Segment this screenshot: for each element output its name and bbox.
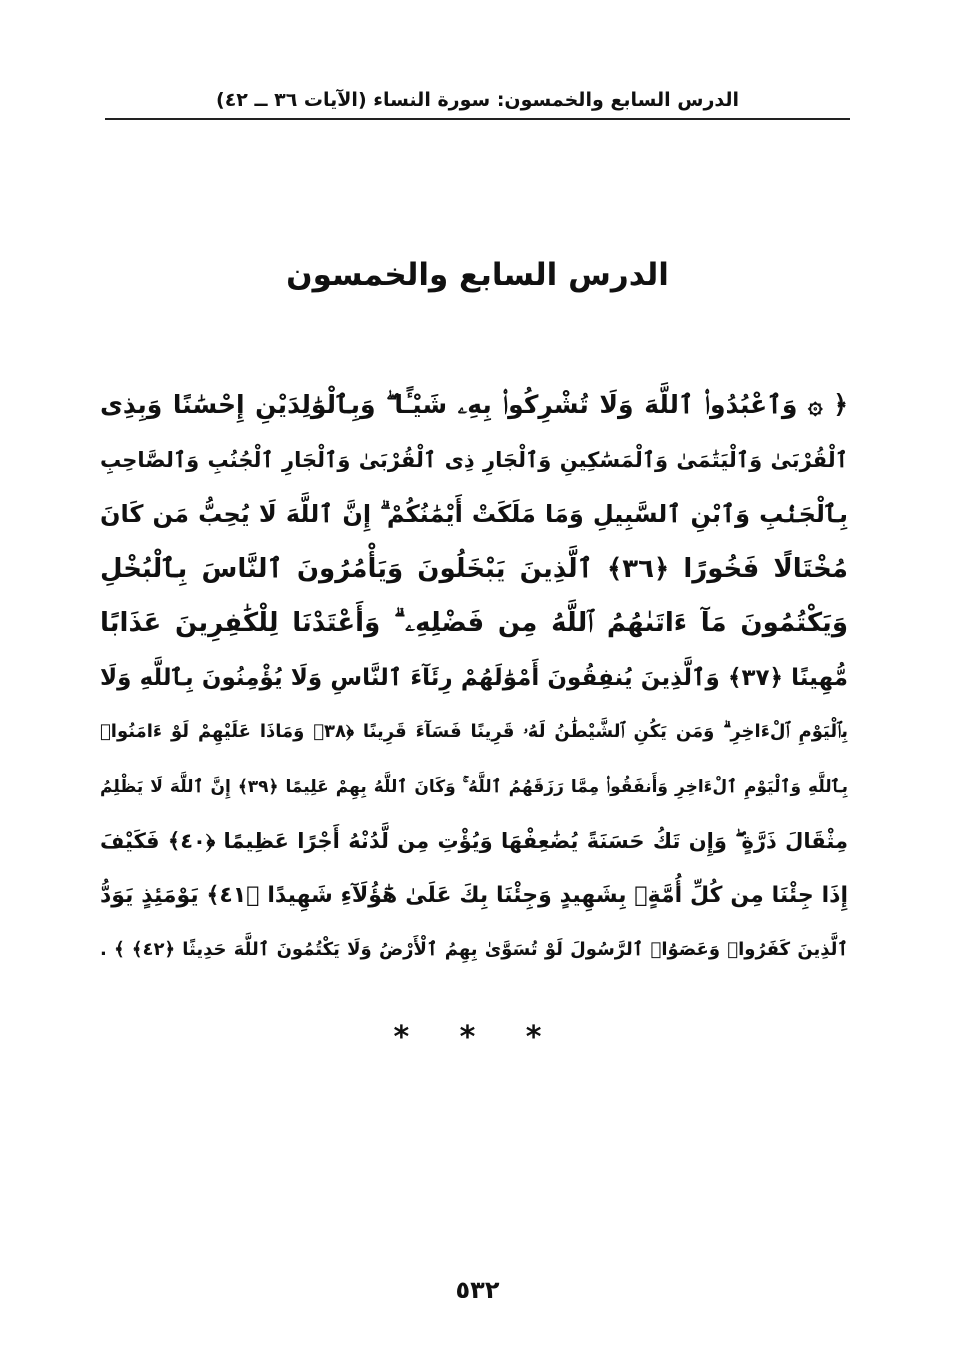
section-separator: * * * bbox=[393, 1020, 562, 1055]
page-number: ٥٣٢ bbox=[455, 1276, 500, 1304]
verse-line-1: ﴿ ۞ وَٱعْبُدُوا۟ ٱللَّهَ وَلَا تُشْرِكُوا۟ بِهِۦ شَيْـًٔا ۖ وَبِٱلْوَٰلِدَيْنِ إِحْسَٰنًا وَبِذِى bbox=[100, 390, 848, 419]
chapter-title: الدرس السابع والخمسون bbox=[286, 257, 669, 293]
verse-line-4: مُخْتَالًا فَخُورًا ﴿٣٦﴾ ٱلَّذِينَ يَبْخَلُونَ وَيَأْمُرُونَ ٱلنَّاسَ بِٱلْبُخْلِ bbox=[100, 553, 848, 584]
verse-line-2: ٱلْقُرْبَىٰ وَٱلْيَتَٰمَىٰ وَٱلْمَسَٰكِينِ وَٱلْجَارِ ذِى ٱلْقُرْبَىٰ وَٱلْجَارِ ٱلْجُنُبِ وَٱلصَّاحِبِ bbox=[100, 447, 848, 472]
running-header: الدرس السابع والخمسون: سورة النساء (الآيات ٣٦ ــ ٤٢) bbox=[105, 82, 850, 120]
verse-line-10: إِذَا جِئْنَا مِن كُلِّ أُمَّةٍۭ بِشَهِيدٍ وَجِئْنَا بِكَ عَلَىٰ هَٰٓؤُلَآءِ شَهِيدًا ﴿٤١﴾ يَوْمَئِذٍ يَوَدُّ bbox=[100, 882, 848, 908]
verse-block bbox=[100, 378, 848, 978]
verse-line-6: مُّهِينًا ﴿٣٧﴾ وَٱلَّذِينَ يُنفِقُونَ أَمْوَٰلَهُمْ رِئَآءَ ٱلنَّاسِ وَلَا يُؤْمِنُونَ بِٱللَّهِ وَلَا bbox=[100, 664, 848, 691]
verse-line-11: ٱلَّذِينَ كَفَرُوا۟ وَعَصَوُا۟ ٱلرَّسُولَ لَوْ تُسَوَّىٰ بِهِمُ ٱلْأَرْضُ وَلَا يَكْتُمُونَ ٱللَّهَ حَدِيثًا ﴿٤٢﴾ ﴾ . bbox=[100, 939, 848, 960]
verse-line-8: بِٱللَّهِ وَٱلْيَوْمِ ٱلْءَاخِرِ وَأَنفَقُوا۟ مِمَّا رَزَقَهُمُ ٱللَّهُ ۚ وَكَانَ ٱللَّهُ بِهِمْ عَلِيمًا ﴿٣٩﴾ إِنَّ ٱللَّهَ لَا يَظْلِمُ bbox=[100, 776, 848, 797]
verse-line-9: مِثْقَالَ ذَرَّةٍ ۖ وَإِن تَكُ حَسَنَةً يُضَٰعِفْهَا وَيُؤْتِ مِن لَّدُنْهُ أَجْرًا عَظِيمًا ﴿٤٠﴾ فَكَيْفَ bbox=[100, 829, 848, 853]
verse-line-7: بِٱلْيَوْمِ ٱلْءَاخِرِ ۗ وَمَن يَكُنِ ٱلشَّيْطَٰنُ لَهُۥ قَرِينًا فَسَآءَ قَرِينًا ﴿٣٨﴾ وَمَاذَا عَلَيْهِمْ لَوْ ءَامَنُوا۟ bbox=[100, 721, 848, 742]
verse-line-3: بِٱلْجَنۢبِ وَٱبْنِ ٱلسَّبِيلِ وَمَا مَلَكَتْ أَيْمَٰنُكُمْ ۗ إِنَّ ٱللَّهَ لَا يُحِبُّ مَن كَانَ bbox=[100, 500, 848, 528]
verse-line-5: وَيَكْتُمُونَ مَآ ءَاتَىٰهُمُ ٱللَّهُ مِن فَضْلِهِۦ ۗ وَأَعْتَدْنَا لِلْكَٰفِرِينَ عَذَابًا bbox=[100, 608, 848, 638]
